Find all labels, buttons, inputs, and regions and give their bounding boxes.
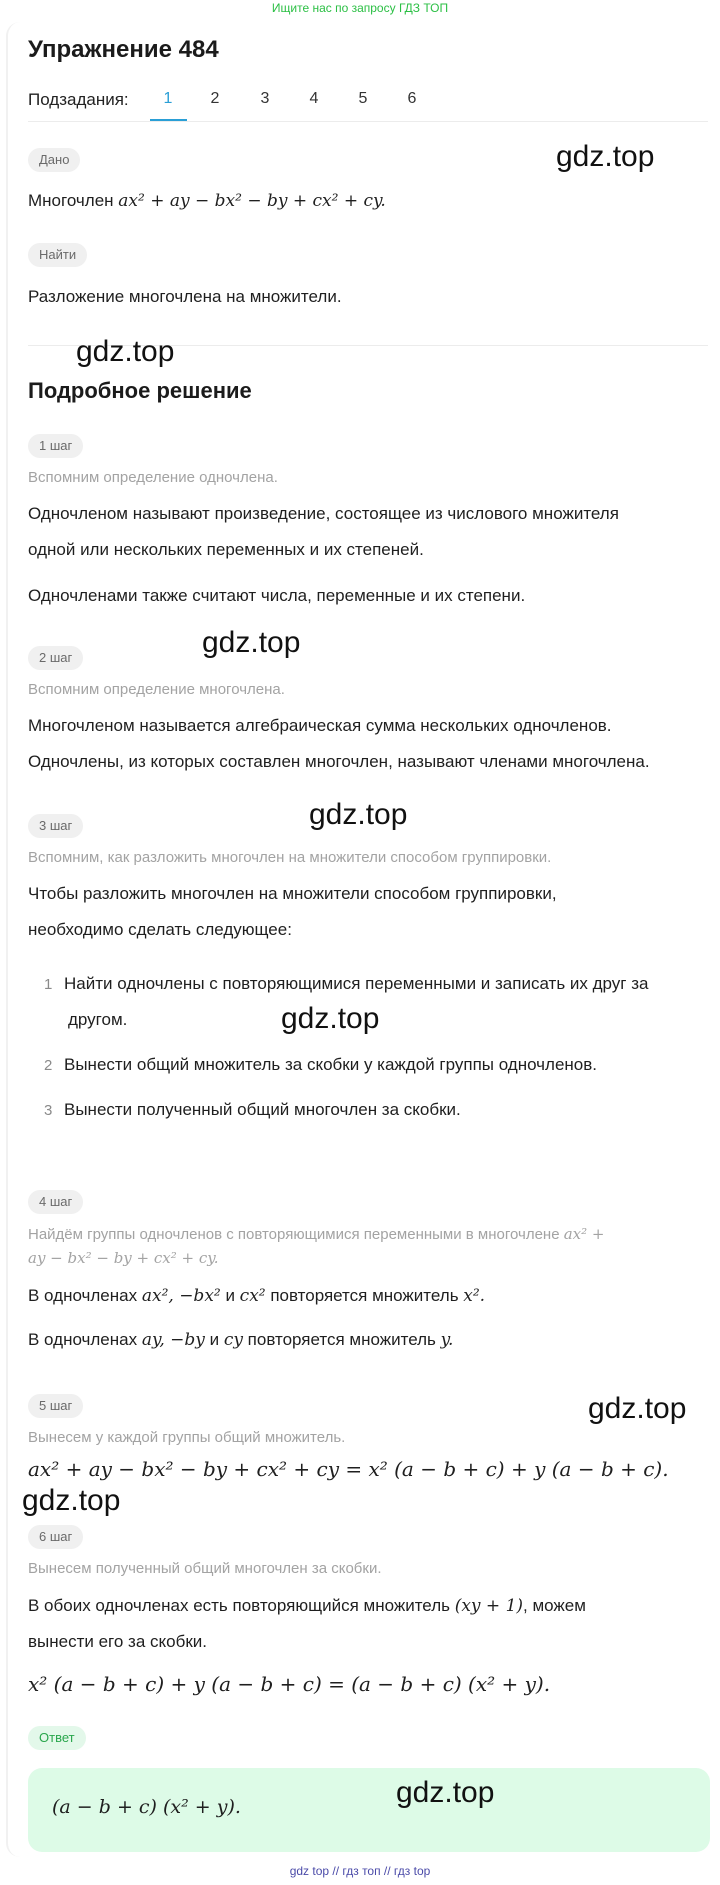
step-4-hint bbox=[28, 1222, 604, 1247]
tab-1[interactable]: 1 bbox=[163, 90, 173, 107]
watermark: gdz.top bbox=[76, 335, 175, 368]
step-5-badge: 5 шаг bbox=[28, 1394, 83, 1418]
answer-badge: Ответ bbox=[28, 1726, 86, 1750]
step-4-badge: 4 шаг bbox=[28, 1190, 83, 1214]
step-6-hint: Вынесем полученный общий многочлен за скобки. bbox=[28, 1560, 382, 1577]
step-6-p2: вынести его за скобки. bbox=[28, 1632, 208, 1651]
step-2-badge: 2 шаг bbox=[28, 646, 83, 670]
math: x². bbox=[463, 1286, 486, 1306]
step-1-badge: 1 шаг bbox=[28, 434, 83, 458]
search-banner: Ищите нас по запросу ГДЗ ТОП bbox=[271, 1, 449, 15]
watermark: gdz.top bbox=[588, 1392, 687, 1425]
step-6-formula: x² (a − b + c) + y (a − b + c) = (a − b + c) (x² + y). bbox=[28, 1672, 551, 1696]
footer-links[interactable]: gdz top // гдз топ // гдз top bbox=[289, 1864, 431, 1878]
text: В одночленах bbox=[28, 1330, 142, 1349]
answer-formula: (a − b + c) (x² + y). bbox=[52, 1796, 241, 1818]
tab-3[interactable]: 3 bbox=[260, 90, 270, 107]
step-2-p2: Одночлены, из которых составлен многочлен, называют членами многочлена. bbox=[28, 752, 650, 771]
text: и bbox=[220, 1286, 240, 1305]
step-6-badge: 6 шаг bbox=[28, 1525, 83, 1549]
step-6-p1 bbox=[28, 1588, 586, 1624]
list-item-continued: другом. bbox=[68, 1010, 128, 1029]
given-formula: ax² + ay − bx² − by + cx² + cy. bbox=[118, 191, 386, 211]
step-1-hint: Вспомним определение одночлена. bbox=[28, 469, 278, 486]
given-badge: Дано bbox=[28, 148, 80, 172]
watermark: gdz.top bbox=[202, 626, 301, 659]
list-item-number: 2 bbox=[44, 1057, 53, 1074]
tab-5[interactable]: 5 bbox=[358, 90, 368, 107]
step-3-hint: Вспомним, как разложить многочлен на множители способом группировки. bbox=[28, 849, 552, 866]
tab-6[interactable]: 6 bbox=[407, 90, 417, 107]
given-label: Многочлен bbox=[28, 191, 119, 210]
math: cy bbox=[223, 1330, 243, 1350]
list-item: Вынести общий множитель за скобки у каждой группы одночленов. bbox=[64, 1055, 598, 1074]
text: , можем bbox=[523, 1596, 586, 1615]
math: y. bbox=[440, 1330, 454, 1350]
step-2-p1: Многочленом называется алгебраическая сумма нескольких одночленов. bbox=[28, 716, 612, 735]
text: повторяется множитель bbox=[242, 1330, 441, 1349]
list-item-number: 1 bbox=[44, 976, 53, 993]
step-4-hint-formula: ax² + bbox=[563, 1225, 605, 1243]
tab-2[interactable]: 2 bbox=[210, 90, 220, 107]
watermark: gdz.top bbox=[281, 1002, 380, 1035]
math: (xy + 1) bbox=[454, 1596, 524, 1616]
watermark: gdz.top bbox=[556, 140, 655, 173]
step-4-p2 bbox=[28, 1322, 453, 1358]
list-item-number: 3 bbox=[44, 1102, 53, 1119]
step-1-p1: Одночленом называют произведение, состоящее из числового множителя bbox=[28, 504, 619, 523]
step-5-hint: Вынесем у каждой группы общий множитель. bbox=[28, 1429, 346, 1446]
watermark: gdz.top bbox=[396, 1776, 495, 1809]
solution-heading: Подробное решение bbox=[28, 378, 252, 403]
step-2-hint: Вспомним определение многочлена. bbox=[28, 681, 285, 698]
list-item: Найти одночлены с повторяющимися переменными и записать их друг за bbox=[64, 974, 649, 993]
step-5-formula: ax² + ay − bx² − by + cx² + cy = x² (a − b + c) + y (a − b + c). bbox=[28, 1457, 669, 1481]
watermark: gdz.top bbox=[309, 798, 408, 831]
text: и bbox=[204, 1330, 224, 1349]
math: ay, −by bbox=[141, 1330, 205, 1350]
find-badge: Найти bbox=[28, 243, 87, 267]
text: повторяется множитель bbox=[265, 1286, 464, 1305]
step-3-p1: Чтобы разложить многочлен на множители способом группировки, bbox=[28, 884, 557, 903]
text: В обоих одночленах есть повторяющийся множитель bbox=[28, 1596, 455, 1615]
page-title: Упражнение 484 bbox=[28, 36, 219, 63]
given-text bbox=[28, 183, 386, 219]
tab-4[interactable]: 4 bbox=[309, 90, 319, 107]
step-3-badge: 3 шаг bbox=[28, 814, 83, 838]
step-1-p2: одной или нескольких переменных и их степеней. bbox=[28, 540, 424, 559]
step-4-hint-text: Найдём группы одночленов с повторяющимися переменными в многочлене bbox=[28, 1226, 564, 1243]
tabs-divider bbox=[28, 121, 708, 122]
find-text: Разложение многочлена на множители. bbox=[28, 287, 342, 306]
watermark: gdz.top bbox=[22, 1484, 121, 1517]
step-4-p1 bbox=[28, 1278, 485, 1314]
math: cx² bbox=[239, 1286, 266, 1306]
step-1-p3: Одночленами также считают числа, переменные и их степени. bbox=[28, 586, 526, 605]
math: ax², −bx² bbox=[141, 1286, 221, 1306]
text: В одночленах bbox=[28, 1286, 142, 1305]
subtasks-label: Подзадания: bbox=[28, 90, 129, 109]
list-item: Вынести полученный общий многочлен за скобки. bbox=[64, 1100, 461, 1119]
step-4-hint-formula-cont: ay − bx² − by + cx² + cy. bbox=[28, 1249, 219, 1267]
step-3-p2: необходимо сделать следующее: bbox=[28, 920, 292, 939]
